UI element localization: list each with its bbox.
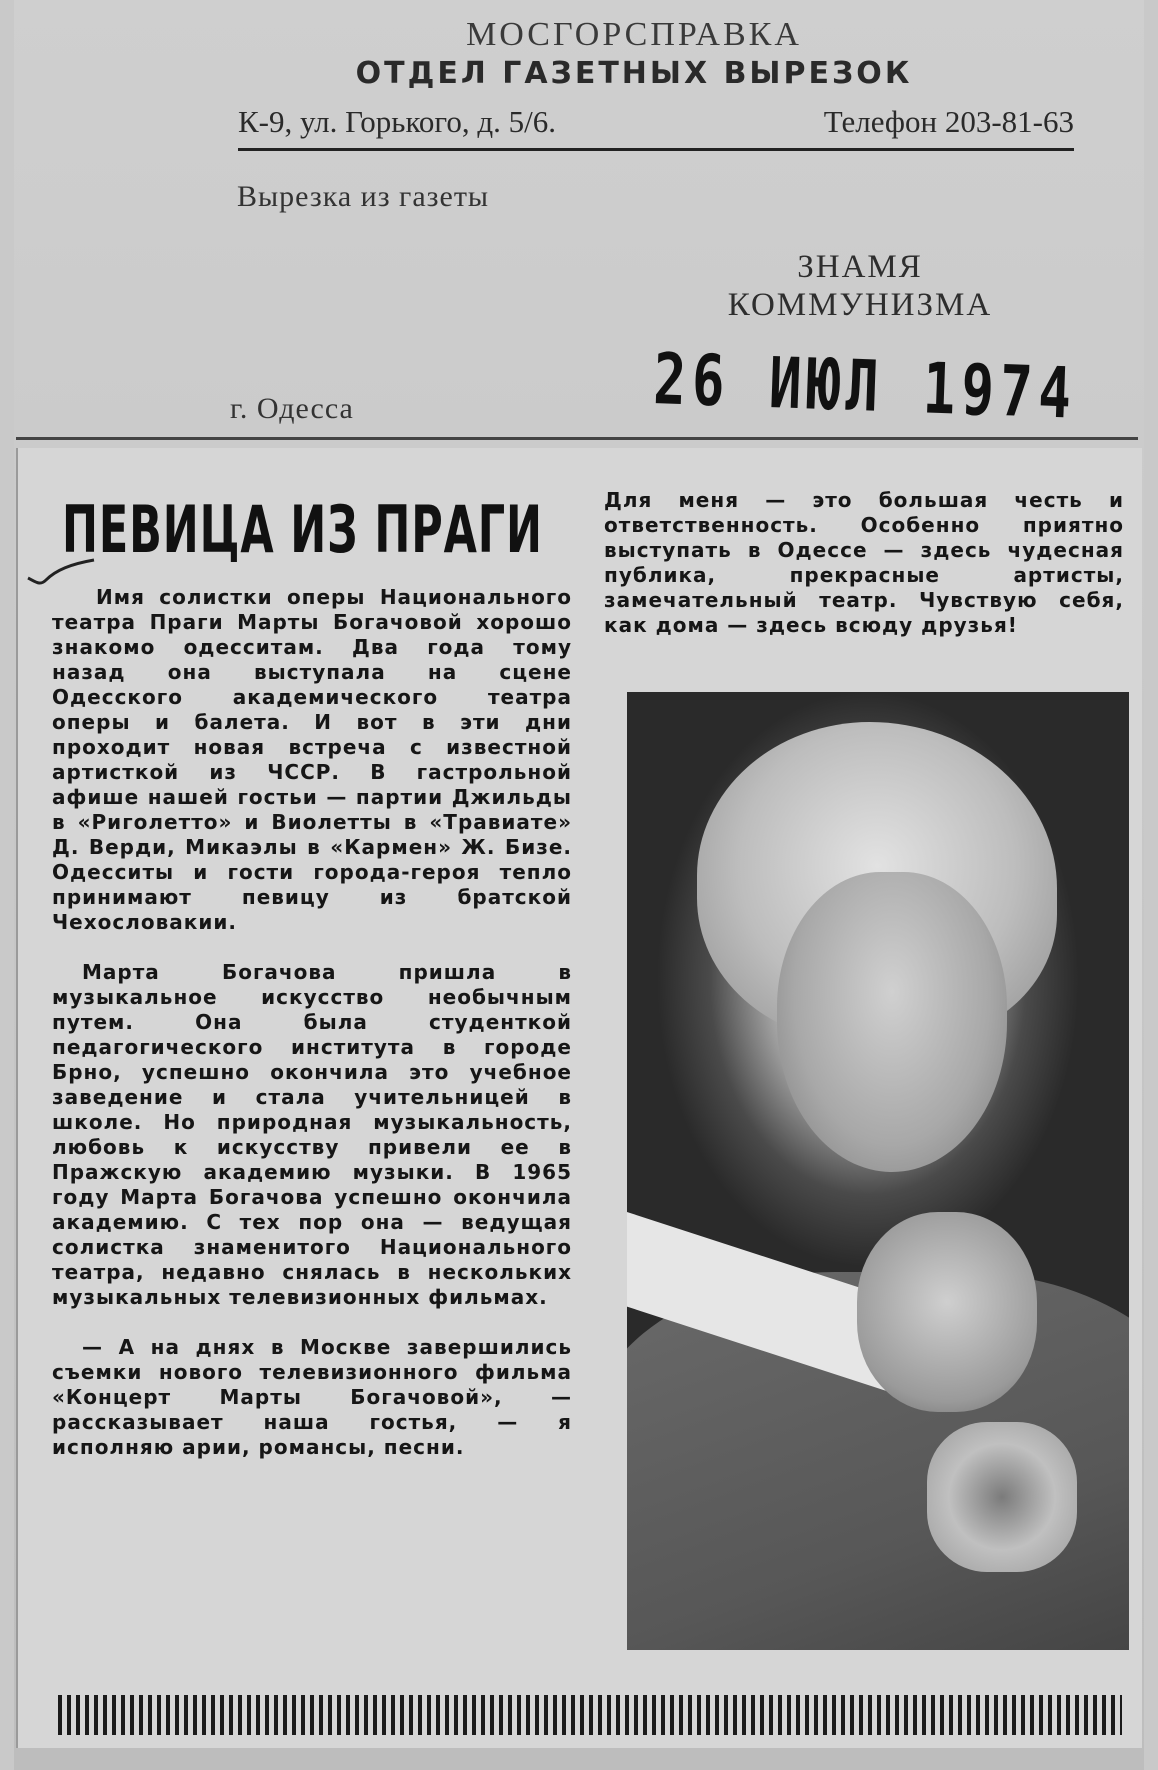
article-paragraph: — А на днях в Москве завершились съемки нового телевизионного фильма «Концерт Марты Богачовой», — рассказывает наша гостья, — я исполняю арии, романсы, песни.	[52, 1335, 572, 1459]
address-line	[238, 104, 1074, 151]
photo-face	[777, 872, 1007, 1172]
newspaper-name-line2: КОММУНИЗМА	[727, 287, 993, 323]
article-headline: ПЕВИЦА ИЗ ПРАГИ	[62, 492, 543, 568]
agency-address: К-9, ул. Горького, д. 5/6.	[238, 104, 557, 139]
newspaper-name-line1: ЗНАМЯ	[797, 249, 923, 285]
agency-name: МОСГОРСПРАВКА	[466, 16, 802, 53]
singer-photo	[627, 692, 1129, 1650]
article-paragraph: Для меня — это большая честь и ответственность. Особенно приятно выступать в Одессе — здесь чудесная публика, прекрасные артисты, замечательный театр. Чувствую себя, как дома — здесь всюду друзья!	[604, 488, 1124, 637]
department-name: ОТДЕЛ ГАЗЕТНЫХ ВЫРЕЗОК	[355, 56, 913, 91]
article-column-right	[604, 488, 1124, 663]
article-paragraph: Марта Богачова пришла в музыкальное искусство необычным путем. Она была студенткой педагогического института в городе Брно, успешно окончила это учебное заведение и стала учительницей в школе. Но природная музыкальность, любовь к искусству привели ее в Пражскую академию музыки. В 1965 году Марта Богачова успешно окончила академию. С тех пор она — ведущая солистка знаменитого Национального театра, недавно снялась в нескольких музыкальных телевизионных фильмах.	[52, 960, 572, 1309]
photo-brooch	[927, 1422, 1077, 1572]
date-stamp: 26 ИЮЛ 1974	[652, 338, 1079, 435]
print-border-strip	[58, 1695, 1122, 1735]
photo-hands	[857, 1212, 1037, 1412]
article-column-left	[52, 585, 572, 1485]
city-label: г. Одесса	[230, 392, 354, 425]
header-divider	[16, 437, 1138, 440]
pen-checkmark-icon	[26, 556, 96, 586]
article-paragraph: Имя солистки оперы Национального театра Праги Марты Богачовой хорошо знакомо одесситам. Два года тому назад она выступала на сцене Одесского академического театра оперы и балета. И вот в эти дни проходит новая встреча с известной артисткой из ЧССР. В гастрольной афише нашей гостьи — партии Джильды в «Риголетто» и Виолетты в «Травиате» Д. Верди, Микаэлы в «Кармен» Ж. Бизе. Одесситы и гости города-героя тепло принимают певицу из братской Чехословакии.	[52, 585, 572, 934]
agency-phone: Телефон 203-81-63	[823, 104, 1074, 139]
clip-from-label: Вырезка из газеты	[237, 180, 490, 213]
newspaper-name	[700, 248, 1020, 324]
